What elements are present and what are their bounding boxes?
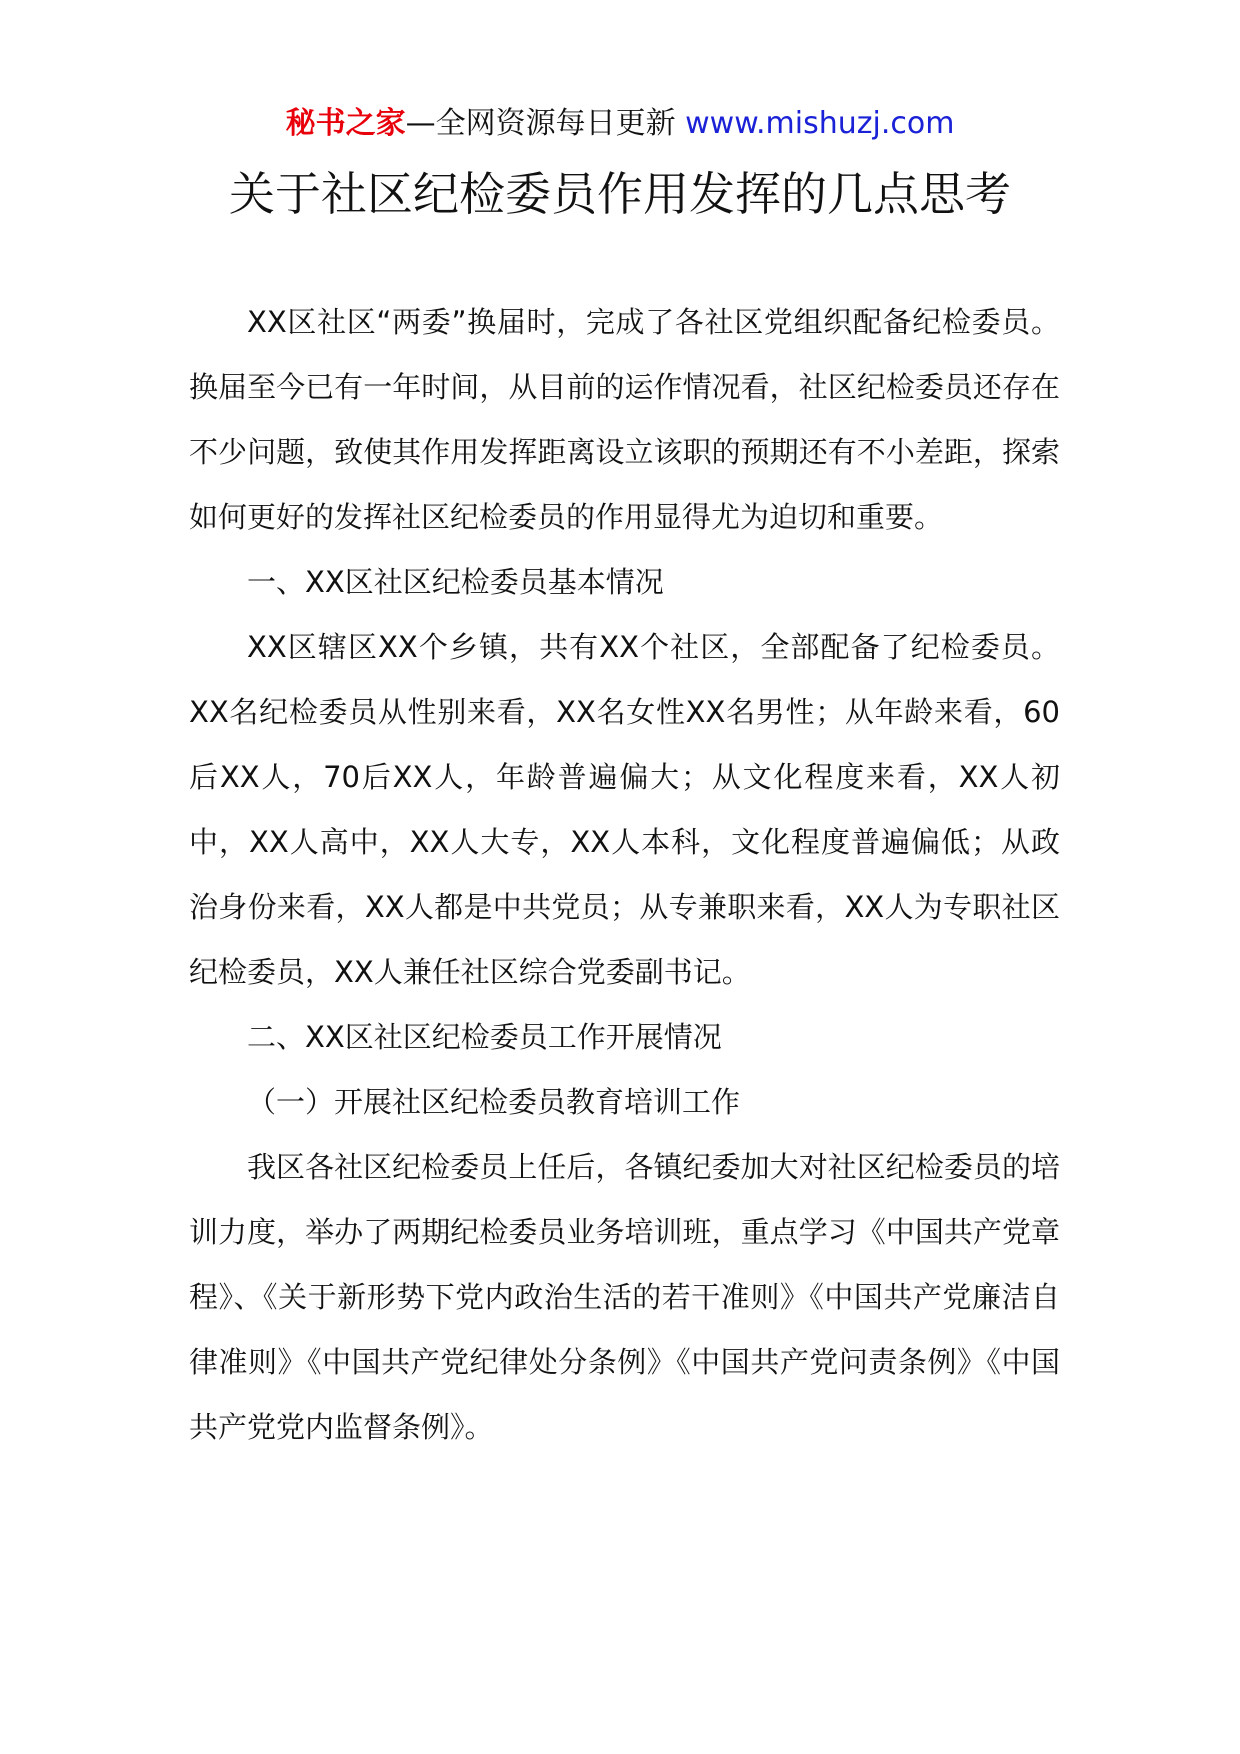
document-title: 关于社区纪检委员作用发挥的几点思考 bbox=[229, 167, 1011, 221]
subsection-heading-1: （一）开展社区纪检委员教育培训工作 bbox=[247, 1085, 741, 1119]
section-1-paragraph: XX区辖区XX个乡镇，共有XX个社区，全部配备了纪检委员。XX名纪检委员从性别来看，XX名女性XX名男性；从年龄来看，60后XX人，70后XX人，年龄普遍偏大；从文化程度来看，XX人初中，XX人高中，XX人大专，XX人本科，文化程度普遍偏低；从政治身份来看，XX人都是中共党员；从专兼职来看，XX人为专职社区纪检委员，XX人兼任社区综合党委副书记。 bbox=[189, 630, 1060, 989]
site-tagline: —全网资源每日更新 bbox=[405, 106, 686, 141]
site-brand: 秘书之家 bbox=[285, 106, 406, 141]
subsection-1-paragraph: 我区各社区纪检委员上任后，各镇纪委加大对社区纪检委员的培训力度，举办了两期纪检委员业务培训班，重点学习《中国共产党章程》、《关于新形势下党内政治生活的若干准则》《中国共产党廉洁自律准则》《中国共产党纪律处分条例》《中国共产党问责条例》《中国共产党党内监督条例》。 bbox=[189, 1150, 1060, 1444]
section-heading-1: 一、XX区社区纪检委员基本情况 bbox=[247, 565, 664, 599]
site-url-link[interactable]: www.mishuzj.com bbox=[685, 106, 955, 141]
section-heading-2: 二、XX区社区纪检委员工作开展情况 bbox=[247, 1020, 722, 1054]
site-header bbox=[0, 102, 1240, 146]
document-body bbox=[189, 290, 1060, 1460]
intro-paragraph: XX区社区“两委”换届时，完成了各社区党组织配备纪检委员。换届至今已有一年时间，从目前的运作情况看，社区纪检委员还存在不少问题，致使其作用发挥距离设立该职的预期还有不小差距，探索如何更好的发挥社区纪检委员的作用显得尤为迫切和重要。 bbox=[189, 305, 1060, 534]
